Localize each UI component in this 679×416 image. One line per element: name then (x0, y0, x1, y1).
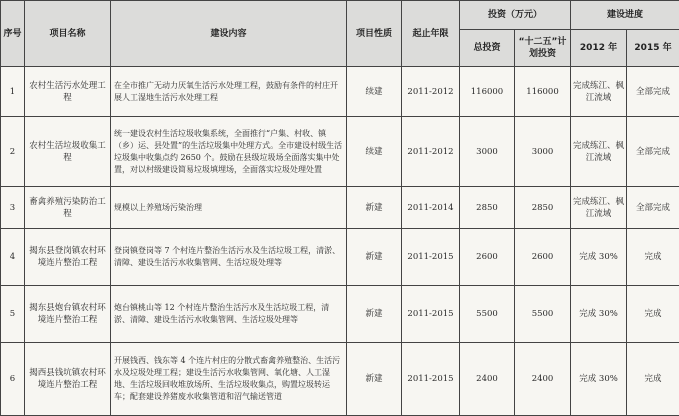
header-progress-2012: 2012 年 (571, 30, 627, 67)
cell-plan: 3000 (515, 117, 571, 187)
header-nature: 项目性质 (347, 1, 402, 67)
cell-progress-2015: 完成 (627, 229, 679, 286)
cell-progress-2012: 完成练江、枫江流域 (571, 67, 627, 117)
cell-years: 2011-2015 (402, 229, 460, 286)
cell-years: 2011-2012 (402, 117, 460, 187)
header-progress-2015: 2015 年 (627, 30, 679, 67)
cell-seq: 2 (1, 117, 25, 187)
cell-progress-2012: 完成练江、枫江流域 (571, 187, 627, 229)
cell-name: 揭东县登岗镇农村环境连片整治工程 (25, 229, 111, 286)
cell-total: 2400 (460, 343, 515, 416)
cell-seq: 3 (1, 187, 25, 229)
cell-name: 畜禽养殖污染防治工程 (25, 187, 111, 229)
table-row (1, 286, 679, 343)
table-row (1, 343, 679, 416)
table-row (1, 117, 679, 187)
header-name: 项目名称 (25, 1, 111, 67)
header-investment-group: 投资（万元） (460, 1, 571, 30)
cell-progress-2012: 完成 30% (571, 343, 627, 416)
cell-progress-2015: 完成 (627, 286, 679, 343)
cell-progress-2012: 完成练江、枫江流域 (571, 117, 627, 187)
header-seq: 序号 (1, 1, 25, 67)
cell-name: 揭东县炮台镇农村环境连片整治工程 (25, 286, 111, 343)
cell-seq: 5 (1, 286, 25, 343)
cell-plan: 2850 (515, 187, 571, 229)
cell-nature: 新建 (347, 286, 402, 343)
cell-progress-2015: 全部完成 (627, 67, 679, 117)
table-header (1, 1, 679, 67)
cell-progress-2012: 完成 30% (571, 229, 627, 286)
cell-nature: 新建 (347, 343, 402, 416)
cell-total: 2600 (460, 229, 515, 286)
cell-content: 登岗镇登岗等 7 个村连片整治生活污水及生活垃圾工程，清淤、清障、建设生活污水收集管网、生活垃圾处理等 (111, 229, 347, 286)
cell-years: 2011-2012 (402, 67, 460, 117)
cell-content: 规模以上养殖场污染治理 (111, 187, 347, 229)
cell-total: 5500 (460, 286, 515, 343)
cell-nature: 新建 (347, 187, 402, 229)
cell-seq: 6 (1, 343, 25, 416)
table-body (1, 67, 679, 416)
cell-content: 开展钱西、钱东等 4 个连片村庄的分散式畜禽养殖整治、生活污水及垃圾处理工程；建设生活污水收集管网、氧化塘、人工湿地、生活垃圾回收堆放场所、生活垃圾收集点，购置垃圾转运车；配套建设养猪废水收集管道和沼气输送管道 (111, 343, 347, 416)
cell-content: 在全市推广无动力厌氧生活污水处理工程，鼓励有条件的村庄开展人工湿地生活污水处理工程 (111, 67, 347, 117)
cell-seq: 4 (1, 229, 25, 286)
cell-name: 农村生活垃圾收集工程 (25, 117, 111, 187)
cell-total: 2850 (460, 187, 515, 229)
cell-nature: 新建 (347, 229, 402, 286)
cell-plan: 5500 (515, 286, 571, 343)
cell-years: 2011-2015 (402, 343, 460, 416)
table-row (1, 187, 679, 229)
cell-years: 2011-2014 (402, 187, 460, 229)
header-content: 建设内容 (111, 1, 347, 67)
cell-content: 炮台镇桃山等 12 个村连片整治生活污水及生活垃圾工程，清淤、清障、建设生活污水收集管网、生活垃圾处理等 (111, 286, 347, 343)
header-total-investment: 总投资 (460, 30, 515, 67)
cell-progress-2015: 完成 (627, 343, 679, 416)
header-years: 起止年限 (402, 1, 460, 67)
header-plan-investment: “十二五”计划投资 (515, 30, 571, 67)
cell-seq: 1 (1, 67, 25, 117)
cell-plan: 2600 (515, 229, 571, 286)
cell-nature: 续建 (347, 117, 402, 187)
cell-total: 116000 (460, 67, 515, 117)
cell-progress-2015: 全部完成 (627, 187, 679, 229)
cell-name: 农村生活污水处理工程 (25, 67, 111, 117)
cell-name: 揭西县钱坑镇农村环境连片整治工程 (25, 343, 111, 416)
cell-plan: 2400 (515, 343, 571, 416)
cell-progress-2015: 全部完成 (627, 117, 679, 187)
cell-years: 2011-2015 (402, 286, 460, 343)
cell-content: 统一建设农村生活垃圾收集系统，全面推行“户集、村收、镇（乡）运、县处置”的生活垃圾集中处理方式。全市建设村级生活垃圾集中收集点约 2650 个。鼓励在县级垃圾场全面落实集中处置，对以村级建设简易垃圾填埋场，全面落实垃圾处理处置 (111, 117, 347, 187)
cell-plan: 116000 (515, 67, 571, 117)
cell-progress-2012: 完成 30% (571, 286, 627, 343)
table-row (1, 67, 679, 117)
table-row (1, 229, 679, 286)
cell-total: 3000 (460, 117, 515, 187)
header-progress-group: 建设进度 (571, 1, 679, 30)
cell-nature: 续建 (347, 67, 402, 117)
